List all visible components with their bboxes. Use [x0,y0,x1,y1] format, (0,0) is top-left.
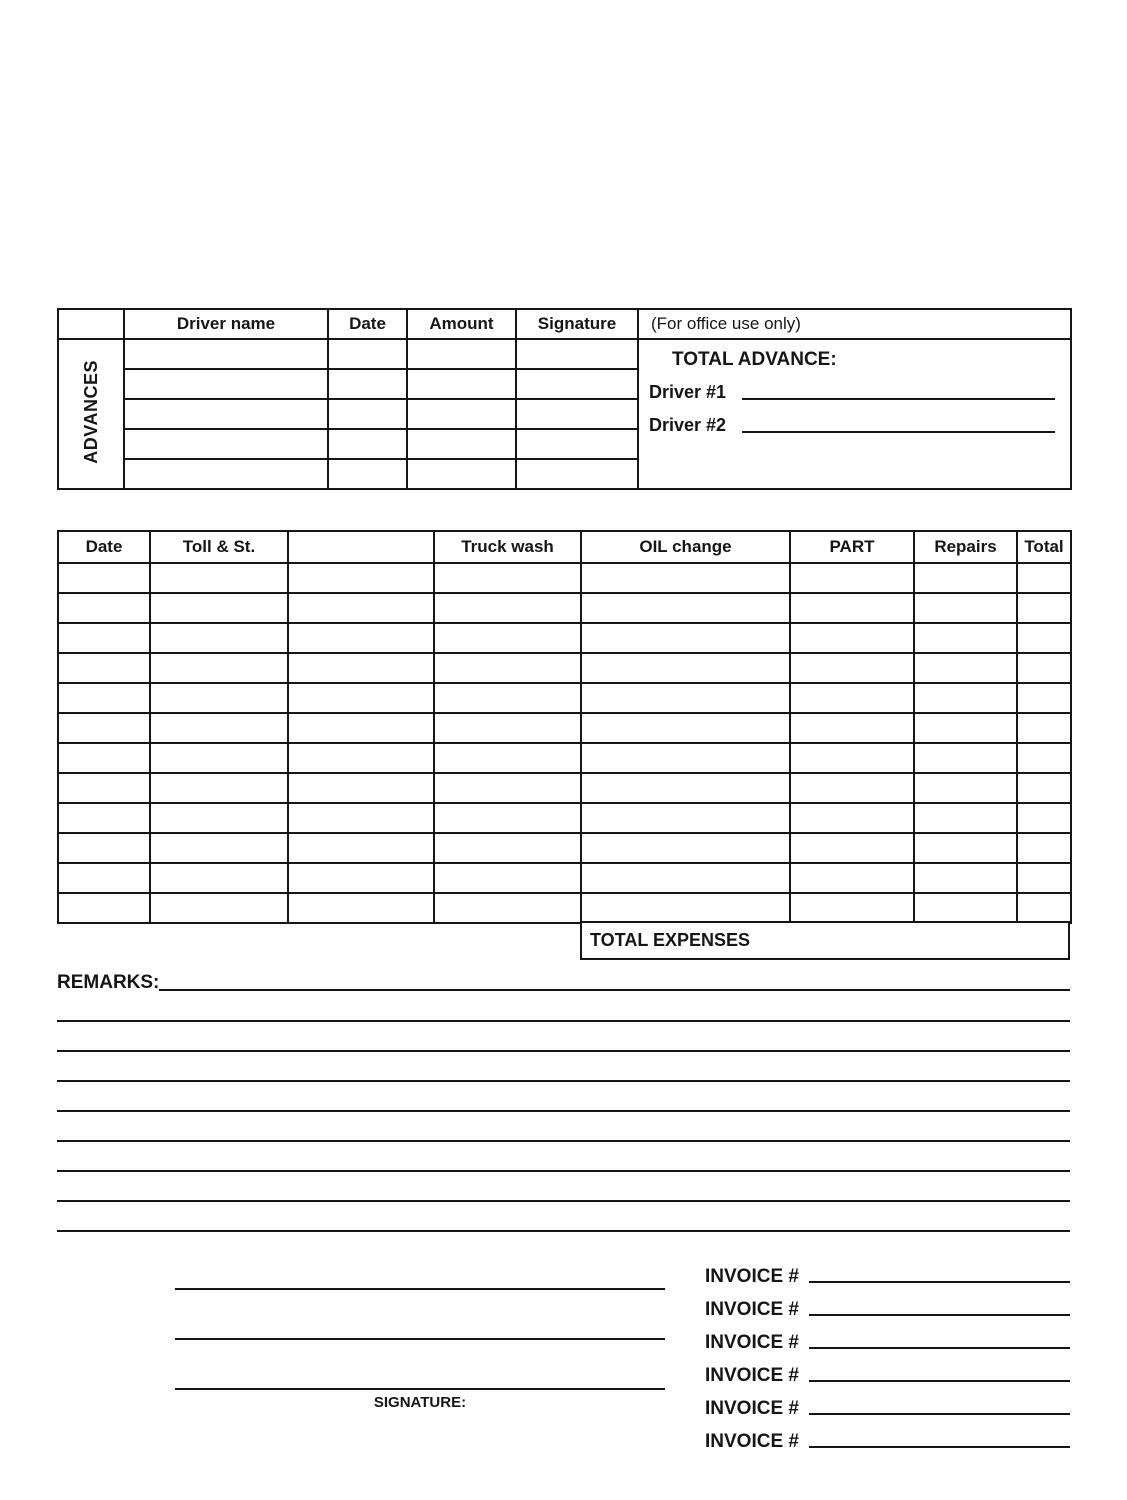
advances-corner-cell [58,309,124,339]
column-header-toll-st: Toll & St. [150,531,288,563]
column-header-oil-change: OIL change [581,531,790,563]
invoice-fill-line [809,1347,1070,1349]
blank-cell [288,683,434,713]
driver2-fill-line [742,423,1055,433]
blank-cell [288,593,434,623]
invoice-number-label: INVOICE # [705,1398,799,1419]
blank-cell [58,833,150,863]
expenses-blank-row [58,683,1071,713]
signature-block [175,1240,665,1411]
expenses-blank-row [58,803,1071,833]
blank-cell [914,563,1017,593]
blank-cell [914,803,1017,833]
blank-cell [58,593,150,623]
signature-line [175,1240,665,1290]
signature-label: SIGNATURE: [373,1394,467,1411]
blank-cell [124,459,328,489]
blank-cell [407,399,516,429]
column-header-signature: Signature [516,309,638,339]
blank-cell [434,623,581,653]
expenses-blank-row [58,623,1071,653]
blank-cell [58,803,150,833]
expenses-blank-row [58,773,1071,803]
blank-cell [407,429,516,459]
blank-cell [288,713,434,743]
expenses-blank-row [58,833,1071,863]
total-expenses-box [580,921,1070,960]
expenses-blank-row [58,713,1071,743]
expenses-blank-row [58,593,1071,623]
blank-cell [434,593,581,623]
blank-cell [288,893,434,923]
blank-cell [124,369,328,399]
invoice-row [705,1324,1070,1357]
remarks-label: REMARKS: [57,972,160,993]
advances-blank-row [58,339,1071,369]
invoice-row [705,1390,1070,1423]
office-use-panel [638,339,1071,489]
blank-cell [150,563,288,593]
blank-cell [914,653,1017,683]
blank-cell [790,833,914,863]
driver2-row [649,415,1055,436]
invoice-row [705,1423,1070,1456]
invoice-number-label: INVOICE # [705,1365,799,1386]
office-use-only-header: (For office use only) [638,309,1071,339]
blank-cell [58,563,150,593]
blank-cell [914,593,1017,623]
blank-cell [124,339,328,369]
blank-cell [914,713,1017,743]
blank-cell [1017,803,1071,833]
advances-table [57,308,1072,490]
blank-cell [434,683,581,713]
remarks-header [57,972,1070,994]
blank-cell [407,339,516,369]
total-advance-label: TOTAL ADVANCE: [672,349,837,370]
expenses-blank-row [58,893,1071,923]
blank-cell [328,339,407,369]
expenses-header-row [58,531,1071,563]
blank-cell [581,803,790,833]
remarks-rule-line [57,1202,1070,1232]
blank-cell [434,863,581,893]
blank-cell [407,459,516,489]
advances-header-row [58,309,1071,339]
blank-cell [288,863,434,893]
remarks-rule-line [57,1022,1070,1052]
blank-cell [790,803,914,833]
blank-cell [58,623,150,653]
blank-cell [150,743,288,773]
column-header-blank [288,531,434,563]
blank-cell [581,563,790,593]
blank-cell [516,459,638,489]
invoice-row [705,1291,1070,1324]
invoice-number-label: INVOICE # [705,1431,799,1452]
column-header-date: Date [58,531,150,563]
invoice-fill-line [809,1446,1070,1448]
blank-cell [434,713,581,743]
blank-cell [328,399,407,429]
expenses-blank-row [58,743,1071,773]
blank-cell [434,773,581,803]
blank-cell [150,653,288,683]
remarks-rule-line [57,992,1070,1022]
blank-cell [288,773,434,803]
blank-cell [516,339,638,369]
blank-cell [58,743,150,773]
blank-cell [434,743,581,773]
invoice-fill-line [809,1413,1070,1415]
blank-cell [328,459,407,489]
blank-cell [1017,593,1071,623]
blank-cell [150,893,288,923]
invoice-block [705,1258,1070,1456]
driver1-fill-line [742,390,1055,400]
blank-cell [914,623,1017,653]
blank-cell [581,653,790,683]
blank-cell [58,893,150,923]
blank-cell [581,893,790,923]
blank-cell [288,803,434,833]
blank-cell [288,743,434,773]
blank-cell [288,563,434,593]
remarks-rule-line [57,1112,1070,1142]
blank-cell [328,429,407,459]
blank-cell [58,653,150,683]
column-header-repairs: Repairs [914,531,1017,563]
driver1-label: Driver #1 [649,382,727,402]
blank-cell [790,893,914,923]
blank-cell [124,429,328,459]
driver1-row [649,382,1055,403]
blank-cell [790,713,914,743]
blank-cell [790,593,914,623]
invoice-fill-line [809,1314,1070,1316]
blank-cell [1017,563,1071,593]
blank-cell [1017,863,1071,893]
advances-side-label: ADVANCES [81,359,101,464]
blank-cell [790,773,914,803]
blank-cell [790,563,914,593]
advances-side-label-cell [58,339,124,489]
blank-cell [581,683,790,713]
column-header-truck-wash: Truck wash [434,531,581,563]
invoice-number-label: INVOICE # [705,1299,799,1320]
blank-cell [914,893,1017,923]
blank-cell [914,863,1017,893]
blank-cell [434,893,581,923]
blank-cell [58,773,150,803]
blank-cell [1017,623,1071,653]
blank-cell [790,683,914,713]
driver2-label: Driver #2 [649,415,727,435]
blank-cell [516,429,638,459]
blank-cell [581,623,790,653]
blank-cell [516,399,638,429]
blank-cell [581,863,790,893]
blank-cell [150,623,288,653]
blank-cell [150,833,288,863]
blank-cell [581,833,790,863]
blank-cell [150,773,288,803]
blank-cell [581,713,790,743]
remarks-rule-line [57,1082,1070,1112]
blank-cell [58,863,150,893]
invoice-row [705,1258,1070,1291]
blank-cell [914,773,1017,803]
blank-cell [407,369,516,399]
blank-cell [434,653,581,683]
remarks-rule-line [57,1052,1070,1082]
blank-cell [288,833,434,863]
column-header-date: Date [328,309,407,339]
blank-cell [434,803,581,833]
blank-cell [150,863,288,893]
invoice-row [705,1357,1070,1390]
invoice-number-label: INVOICE # [705,1332,799,1353]
remarks-rule-line [57,1142,1070,1172]
blank-cell [1017,653,1071,683]
blank-cell [914,683,1017,713]
invoice-number-label: INVOICE # [705,1266,799,1287]
column-header-part: PART [790,531,914,563]
blank-cell [1017,833,1071,863]
blank-cell [1017,683,1071,713]
blank-cell [516,369,638,399]
column-header-amount: Amount [407,309,516,339]
signature-line [175,1290,665,1340]
blank-cell [790,863,914,893]
blank-cell [1017,743,1071,773]
expenses-table [57,530,1072,924]
column-header-total: Total [1017,531,1071,563]
blank-cell [434,833,581,863]
blank-cell [581,773,790,803]
remarks-rule-line [57,1172,1070,1202]
signature-line [175,1340,665,1390]
blank-cell [434,563,581,593]
blank-cell [914,833,1017,863]
blank-cell [150,683,288,713]
expenses-blank-row [58,653,1071,683]
blank-cell [1017,893,1071,923]
blank-cell [150,713,288,743]
blank-cell [790,743,914,773]
blank-cell [914,743,1017,773]
blank-cell [581,593,790,623]
remarks-first-line [159,972,1070,991]
blank-cell [790,653,914,683]
column-header-driver-name: Driver name [124,309,328,339]
invoice-fill-line [809,1380,1070,1382]
blank-cell [58,713,150,743]
blank-cell [581,743,790,773]
remarks-lines [57,992,1070,1232]
signature-lines [175,1240,665,1390]
expenses-blank-row [58,563,1071,593]
expenses-blank-row [58,863,1071,893]
blank-cell [1017,713,1071,743]
blank-cell [1017,773,1071,803]
blank-cell [124,399,328,429]
total-expenses-label: TOTAL EXPENSES [590,930,751,950]
blank-cell [150,803,288,833]
blank-cell [288,653,434,683]
blank-cell [150,593,288,623]
invoice-fill-line [809,1281,1070,1283]
blank-cell [288,623,434,653]
blank-cell [328,369,407,399]
blank-cell [58,683,150,713]
blank-cell [790,623,914,653]
